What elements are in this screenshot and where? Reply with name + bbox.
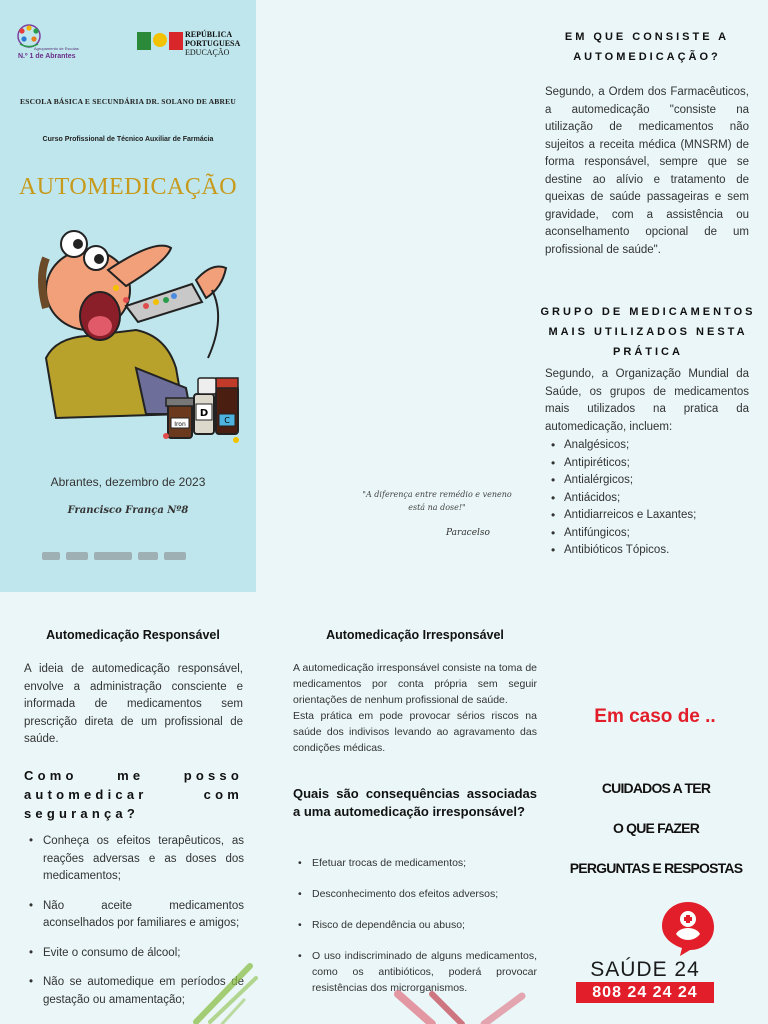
what-is-title: EM QUE CONSISTE A AUTOMEDICAÇÃO? (564, 31, 730, 63)
republica-line1: REPÚBLICA (185, 30, 233, 39)
saude24-name: SAÚDE 24 (590, 958, 700, 981)
consequences-list (297, 855, 537, 1011)
list-item: • Antibióticos Tópicos. (549, 542, 749, 560)
saude24-logo-icon (660, 900, 716, 956)
perguntas-e-respostas-label: PERGUNTAS E RESPOSTAS (569, 860, 743, 876)
irresponsible-text-1: A automedicação irresponsável consiste na toma de medicamentos por conta própria sem seguir orientações de nenhum profissional de saúde. (293, 662, 537, 706)
list-item: • O uso indiscriminado de alguns medicamentos, como os antibióticos, poderá provocar resistências dos microrganismos. (297, 948, 537, 996)
partner-logo (42, 552, 60, 560)
partner-logo (164, 552, 186, 560)
responsible-text: A ideia de automedicação responsável, envolve a administração consciente e informada de medicamentos sem prescrição direta de um profissional de saúde. (24, 663, 243, 745)
cover-date: Abrantes, dezembro de 2023 (50, 475, 206, 489)
list-item: • Desconhecimento dos efeitos adversos; (297, 886, 537, 902)
medication-groups-list (549, 437, 749, 560)
vitamin-d-bottle-label: D (199, 408, 209, 419)
list-item: • Antifúngicos; (549, 525, 749, 543)
list-item: • Antiácidos; (549, 490, 749, 508)
quote-author: Paracelso (446, 528, 490, 538)
list-item: • Risco de dependência ou abuso; (297, 917, 537, 933)
list-item: • Não se automedique em períodos de gestação ou amamentação; (28, 974, 244, 1009)
cover-panel (0, 0, 256, 592)
list-item: • Analgésicos; (549, 437, 749, 455)
irresponsible-text-2: Esta prática em pode provocar sérios riscos na saúde dos indivisos levando ao agravamento das condições médicas. (293, 710, 537, 754)
partner-logo (94, 552, 132, 560)
green-brush-decoration (192, 960, 262, 1024)
irresponsible-title: Automedicação Irresponsável (326, 628, 504, 642)
partner-logos (42, 548, 222, 564)
agrupamento-subtitle: Agrupamento de Escolas (34, 46, 79, 51)
cover-title: AUTOMEDICAÇÃO (18, 174, 238, 200)
quote-text: "A diferença entre remédio e veneno está na dose!" (362, 490, 512, 512)
red-brush-decoration (392, 990, 542, 1024)
list-item: • Evite o consumo de álcool; (28, 945, 244, 963)
school-name: ESCOLA BÁSICA E SECUNDÁRIA DR. SOLANO DE ABREU (20, 97, 236, 106)
groups-intro: Segundo, a Organização Mundial da Saúde, os grupos de medicamentos mais utilizados na pratica da automedicação, incluem: (545, 368, 749, 433)
agrupamento-logo (14, 22, 84, 64)
responsible-question: Como me posso automedicar com segurança? (24, 768, 243, 821)
cuidados-a-ter-label: CUIDADOS A TER (601, 780, 711, 796)
partner-logo (138, 552, 158, 560)
list-item: • Antipiréticos; (549, 455, 749, 473)
irresponsible-question: Quais são consequências associadas a uma automedicação irresponsável? (293, 786, 537, 819)
partner-logo (66, 552, 88, 560)
man-taking-pills-illustration (16, 218, 246, 450)
list-item: • Conheça os efeitos terapêuticos, as reações adversas e as doses dos medicamentos; (28, 833, 244, 886)
list-item: • Antidiarreicos e Laxantes; (549, 507, 749, 525)
course-name: Curso Profissional de Técnico Auxiliar de Farmácia (42, 136, 214, 143)
list-item: • Efetuar trocas de medicamentos; (297, 855, 537, 871)
irresponsible-text (293, 660, 537, 756)
vitamin-c-bottle-label: C (224, 416, 230, 425)
what-is-text: Segundo, a Ordem dos Farmacêuticos, a automedicação "consiste na utilização de medicamentos não sujeitos a receita médica (MNSRM) de forma responsável, sempre que se destine ao alívio e tratamento de queixas de saúde passageiras e sem gravidade, com a assistência ou aconselhamento opcional de um profissional de saúde". (545, 86, 749, 256)
republica-line3: EDUCAÇÃO (185, 48, 230, 57)
o-que-fazer-label: O QUE FAZER (612, 820, 700, 836)
author-signature: Francisco França Nº8 (67, 505, 189, 516)
portugal-flag-icon (137, 32, 183, 50)
list-item: • Antialérgicos; (549, 472, 749, 490)
republica-line2: PORTUGUESA (185, 39, 241, 48)
responsible-title: Automedicação Responsável (46, 628, 220, 642)
list-item: • Não aceite medicamentos aconselhados por familiares e amigos; (28, 898, 244, 933)
saude24-phone[interactable]: 808 24 24 24 (576, 982, 714, 1003)
republica-portuguesa-logo (137, 30, 247, 60)
agrupamento-name: N.º 1 de Abrantes (18, 53, 76, 60)
iron-bottle-label: Iron (174, 421, 186, 428)
em-caso-heading: Em caso de .. (594, 706, 716, 727)
groups-title: GRUPO DE MEDICAMENTOS MAIS UTILIZADOS NESTA PRÁTICA (540, 306, 756, 358)
